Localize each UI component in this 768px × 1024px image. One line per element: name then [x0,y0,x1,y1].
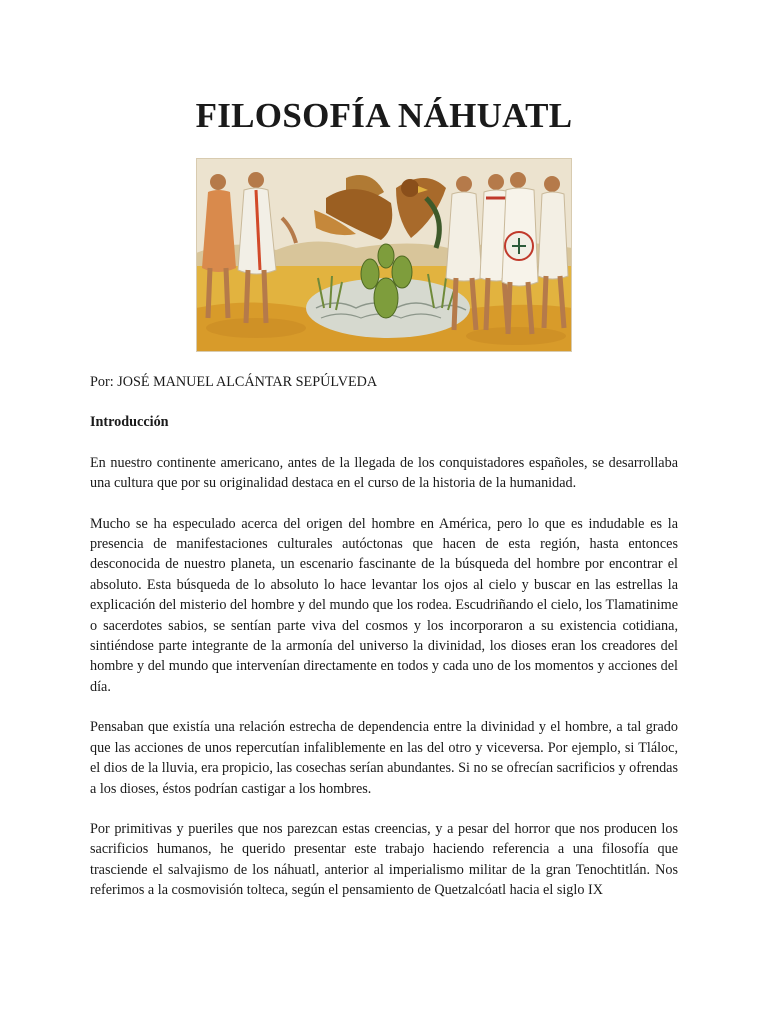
author-byline: Por: JOSÉ MANUEL ALCÁNTAR SEPÚLVEDA [90,374,378,390]
paragraph: En nuestro continente americano, antes de la llegada de los conquistadores españoles, se desarrollaba una cultura que por su originalidad destaca en el curso de la historia de la humanidad. [90,454,678,492]
codex-illustration [196,158,572,352]
paragraph: Mucho se ha especulado acerca del origen del hombre en América, pero lo que es indudable es la presencia de manifestaciones culturales autóctonas que hacen de esta región, hasta entonces desconocida de nuestro planeta, un escenario fascinante de la búsqueda del hombre por encontrar el absoluto. Esta búsqueda de lo absoluto lo hace levantar los ojos al cielo y buscar en las estrellas la explicación del misterio del hombre y del mundo que los rodea. Escudriñando el cielo, los Tlamatinime o sacerdotes sabios, se sentían parte viva del cosmos y los incorporaron a su existencia cotidiana, sintiéndose parte integrante de la armonía del universo la divinidad, los dioses eran los creadores del hombre y del mundo que intervenían directamente en todos y cada uno de los momentos y acciones del día. [90,515,678,695]
document-body [90,372,678,921]
paragraph: Pensaban que existía una relación estrecha de dependencia entre la divinidad y el hombre, a tal grado que las acciones de unos repercutían infaliblemente en las del otro y viceversa. Por ejemplo, si Tláloc, el dios de la lluvia, era propicio, las cosechas serían abundantes. Si no se ofrecían sacrificios y ofrendas a los dioses, éstos podrían castigar a los hombres. [90,719,678,797]
paragraph: Por primitivas y pueriles que nos parezcan estas creencias, y a pesar del horror que nos producen los sacrificios humanos, he querido presentar este trabajo haciendo referencia a una filosofía que trasciende el salvajismo de los náhuatl, anterior al imperialismo militar de la gran Tenochtitlán. Nos referimos a la cosmovisión tolteca, según el pensamiento de Quetzalcóatl hacia el siglo IX [90,820,678,899]
document-title: FILOSOFÍA NÁHUATL [195,96,573,135]
section-heading: Introducción [90,414,169,431]
